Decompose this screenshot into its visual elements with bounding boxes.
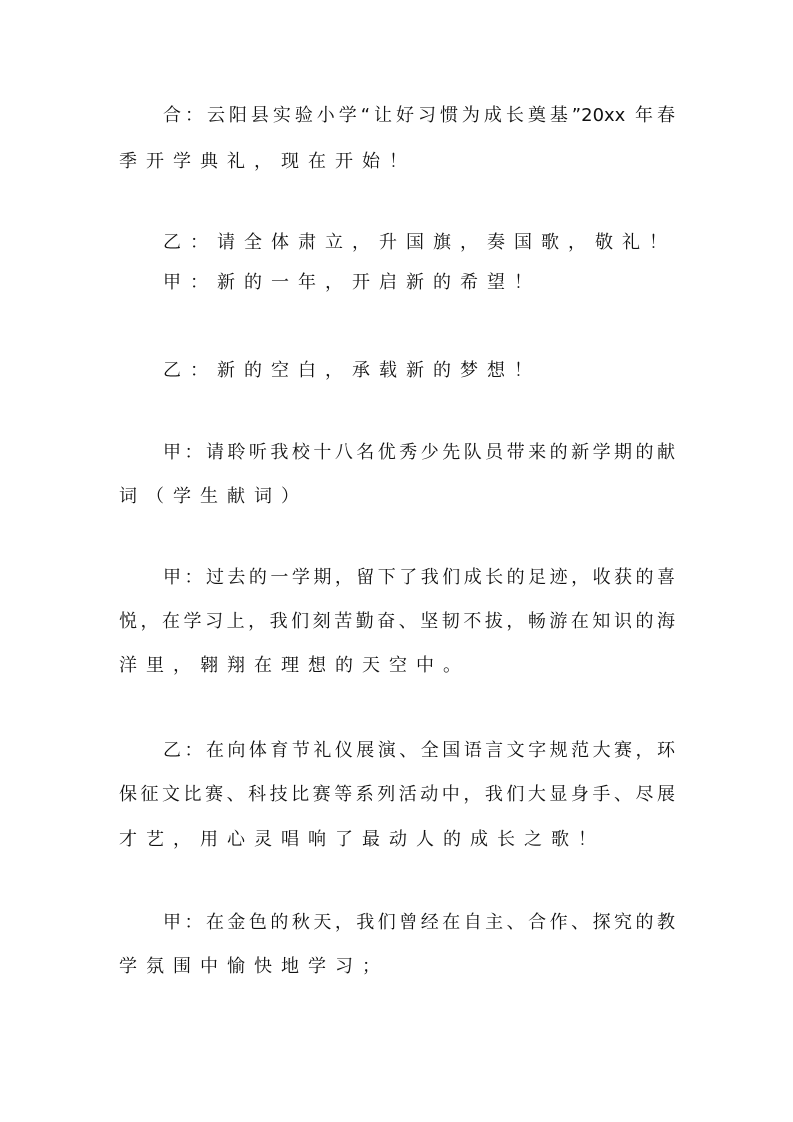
paragraph-line: 保征文比赛、科技比赛等系列活动中，我们大显身手、尽展 <box>119 784 675 805</box>
paragraph-line: 甲：请聆听我校十八名优秀少先队员带来的新学期的献 <box>163 442 675 463</box>
paragraph-line: 季开学典礼，现在开始！ <box>119 151 416 172</box>
paragraph-line: 乙：请全体肃立，升国旗，奏国歌，敬礼！ <box>163 232 676 253</box>
paragraph-line: 乙：在向体育节礼仪展演、全国语言文字规范大赛，环 <box>163 740 675 761</box>
paragraph-line: 洋里，翱翔在理想的天空中。 <box>119 655 470 676</box>
paragraph-line: 合：云阳县实验小学“让好习惯为成长奠基”20xx 年春 <box>163 105 675 126</box>
paragraph-line: 甲：过去的一学期，留下了我们成长的足迹，收获的喜 <box>163 567 675 588</box>
paragraph-line: 词（学生献词） <box>119 486 308 507</box>
paragraph-line: 甲：在金色的秋天，我们曾经在自主、合作、探究的教 <box>163 912 675 933</box>
paragraph-line: 甲：新的一年，开启新的希望！ <box>163 272 541 293</box>
paragraph-line: 学氛围中愉快地学习； <box>119 956 389 977</box>
paragraph-line: 才艺，用心灵唱响了最动人的成长之歌！ <box>119 829 605 850</box>
paragraph-line: 乙：新的空白，承载新的梦想！ <box>163 360 541 381</box>
paragraph-line: 悦，在学习上，我们刻苦勤奋、坚韧不拔，畅游在知识的海 <box>119 611 675 632</box>
